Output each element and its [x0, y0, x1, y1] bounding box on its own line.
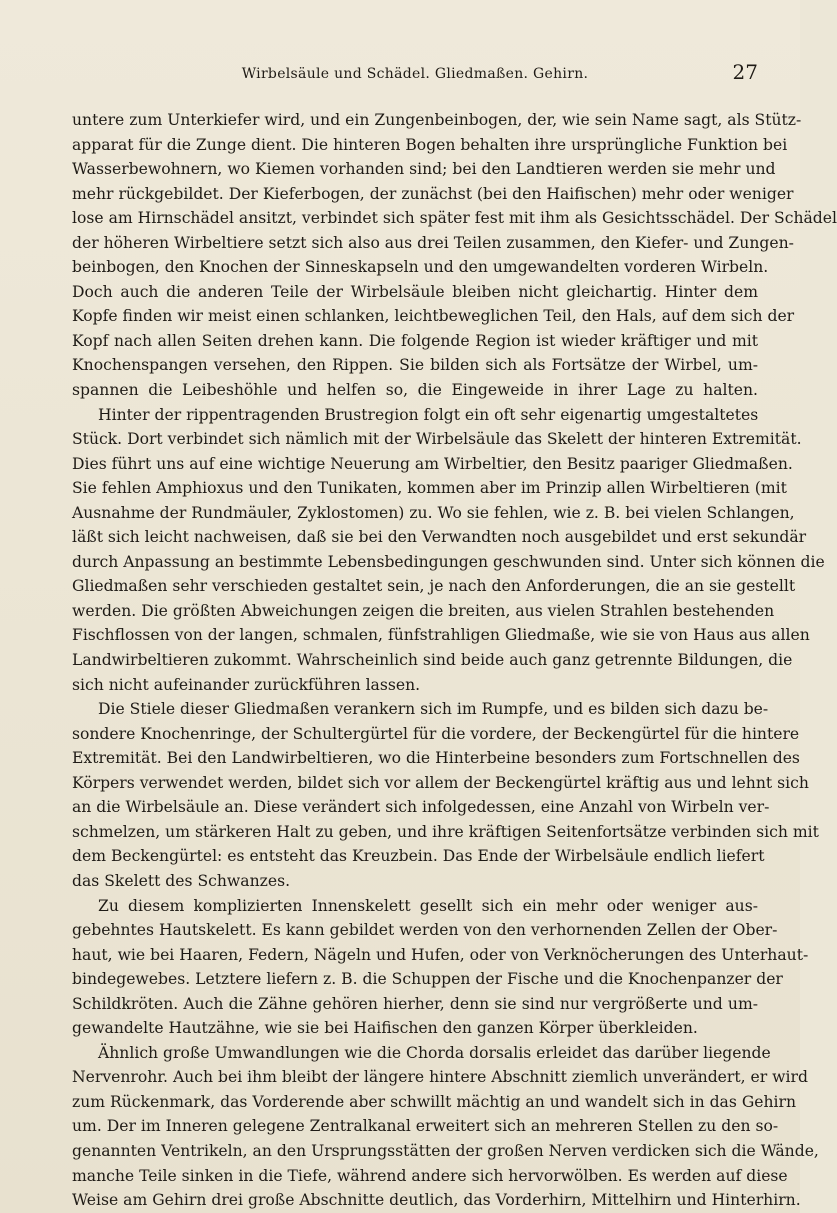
text-line: Knochenspangen versehen, den Rippen. Sie bilden sich als Fortsätze der Wirbel, um- — [72, 356, 758, 375]
text-line: Die Stiele dieser Gliedmaßen verankern sich im Rumpfe, und es bilden sich dazu be- — [98, 700, 769, 719]
text-line: läßt sich leicht nachweisen, daß sie bei den Verwandten noch ausgebildet und erst sekundär — [72, 528, 807, 547]
text-line: Körpers verwendet werden, bildet sich vor allem der Beckengürtel kräftig aus und lehnt sich — [72, 773, 809, 792]
text-line: an die Wirbelsäule an. Diese verändert sich infolgedessen, eine Anzahl von Wirbeln ver- — [72, 798, 770, 817]
text-line: Ähnlich große Umwandlungen wie die Chorda dorsalis erleidet das darüber liegende — [98, 1043, 771, 1062]
text-line: werden. Die größten Abweichungen zeigen die breiten, aus vielen Strahlen bestehenden — [72, 601, 775, 620]
text-line: beinbogen, den Knochen der Sinneskapseln und den umgewandelten vorderen Wirbeln. — [72, 258, 769, 277]
text-line: manche Teile sinken in die Tiefe, während andere sich hervorwölben. Es werden auf diese — [72, 1166, 788, 1185]
text-line: genannten Ventrikeln, an den Ursprungsstätten der großen Nerven verdicken sich die Wände, — [72, 1141, 819, 1160]
text-line: dem Beckengürtel: es entsteht das Kreuzbein. Das Ende der Wirbelsäule endlich liefert — [72, 847, 765, 866]
text-line: Zu diesem komplizierten Innenskelett gesellt sich ein mehr oder weniger aus- — [98, 896, 758, 915]
text-line: Stück. Dort verbindet sich nämlich mit der Wirbelsäule das Skelett der hinteren Extremität. — [72, 430, 802, 449]
text-line: Wasserbewohnern, wo Kiemen vorhanden sind; bei den Landtieren werden sie mehr und — [72, 160, 776, 179]
text-line: spannen die Leibeshöhle und helfen so, die Eingeweide in ihrer Lage zu halten. — [72, 381, 758, 400]
text-line: das Skelett des Schwanzes. — [72, 871, 291, 890]
text-line: Doch auch die anderen Teile der Wirbelsäule bleiben nicht gleichartig. Hinter dem — [72, 282, 758, 301]
page-number: 27 — [732, 60, 758, 84]
text-line: Dies führt uns auf eine wichtige Neuerung am Wirbeltier, den Besitz paariger Gliedmaßen. — [72, 454, 793, 473]
text-line: Schildkröten. Auch die Zähne gehören hierher, denn sie sind nur vergrößerte und um- — [72, 994, 758, 1013]
text-line: um. Der im Inneren gelegene Zentralkanal erweitert sich an mehreren Stellen zu den so- — [72, 1117, 779, 1136]
running-head: Wirbelsäule und Schädel. Gliedmaßen. Gehirn. — [241, 66, 589, 82]
text-line: lose am Hirnschädel ansitzt, verbindet sich später fest mit ihm als Gesichtsschädel. Der Schädel — [72, 209, 837, 228]
text-line: Kopf nach allen Seiten drehen kann. Die folgende Region ist wieder kräftiger und mit — [72, 331, 758, 350]
text-line: Extremität. Bei den Landwirbeltieren, wo die Hinterbeine besonders zum Fortschnellen des — [72, 749, 800, 768]
text-line: Hinter der rippentragenden Brustregion folgt ein oft sehr eigenartig umgestaltetes — [98, 405, 759, 424]
text-line: Gliedmaßen sehr verschieden gestaltet sein, je nach den Anforderungen, die an sie gestellt — [72, 577, 796, 596]
text-line: apparat für die Zunge dient. Die hinteren Bogen behalten ihre ursprüngliche Funktion bei — [72, 135, 788, 154]
text-line: durch Anpassung an bestimmte Lebensbedingungen geschwunden sind. Unter sich können die — [72, 552, 825, 571]
text-line: bindegewebes. Letztere liefern z. B. die Schuppen der Fische und die Knochenpanzer der — [72, 970, 783, 989]
text-line: Sie fehlen Amphioxus und den Tunikaten, kommen aber im Prinzip allen Wirbeltieren (mit — [72, 479, 787, 498]
text-line: gebehntes Hautskelett. Es kann gebildet werden von den verhornenden Zellen der Ober- — [72, 921, 778, 940]
text-line: mehr rückgebildet. Der Kieferbogen, der zunächst (bei den Haifischen) mehr oder weniger — [72, 184, 794, 203]
text-line: zum Rückenmark, das Vorderende aber schwillt mächtig an und wandelt sich in das Gehirn — [72, 1092, 797, 1111]
text-line: untere zum Unterkiefer wird, und ein Zungenbeinbogen, der, wie sein Name sagt, als Stütz- — [72, 111, 802, 129]
page-header — [72, 60, 758, 90]
text-line: Nervenrohr. Auch bei ihm bleibt der längere hintere Abschnitt ziemlich unverändert, er wird — [72, 1068, 808, 1087]
text-line: sondere Knochenringe, der Schultergürtel für die vordere, der Beckengürtel für die hintere — [72, 724, 800, 743]
body-text — [72, 108, 837, 1213]
text-line: Ausnahme der Rundmäuler, Zyklostomen) zu. Wo sie fehlen, wie z. B. bei vielen Schlangen, — [72, 503, 795, 522]
text-line: gewandelte Hautzähne, wie sie bei Haifischen den ganzen Körper überkleiden. — [72, 1019, 698, 1038]
text-line: sich nicht aufeinander zurückführen lassen. — [72, 675, 421, 694]
text-line: Fischflossen von der langen, schmalen, fünfstrahligen Gliedmaße, wie sie von Haus aus allen — [72, 626, 810, 645]
text-line: Kopfe finden wir meist einen schlanken, leichtbeweglichen Teil, den Hals, auf dem sich der — [72, 307, 795, 326]
text-line: haut, wie bei Haaren, Federn, Nägeln und Hufen, oder von Verknöcherungen des Unterhaut- — [72, 945, 809, 964]
text-line: der höheren Wirbeltiere setzt sich also aus drei Teilen zusammen, den Kiefer- und Zungen- — [72, 233, 794, 252]
text-line: Weise am Gehirn drei große Abschnitte deutlich, das Vorderhirn, Mittelhirn und Hinterhirn. — [72, 1191, 801, 1210]
text-line: Landwirbeltieren zukommt. Wahrscheinlich sind beide auch ganz getrennte Bildungen, die — [72, 651, 793, 670]
text-line: schmelzen, um stärkeren Halt zu geben, und ihre kräftigen Seitenfortsätze verbinden sich mit — [72, 822, 819, 841]
